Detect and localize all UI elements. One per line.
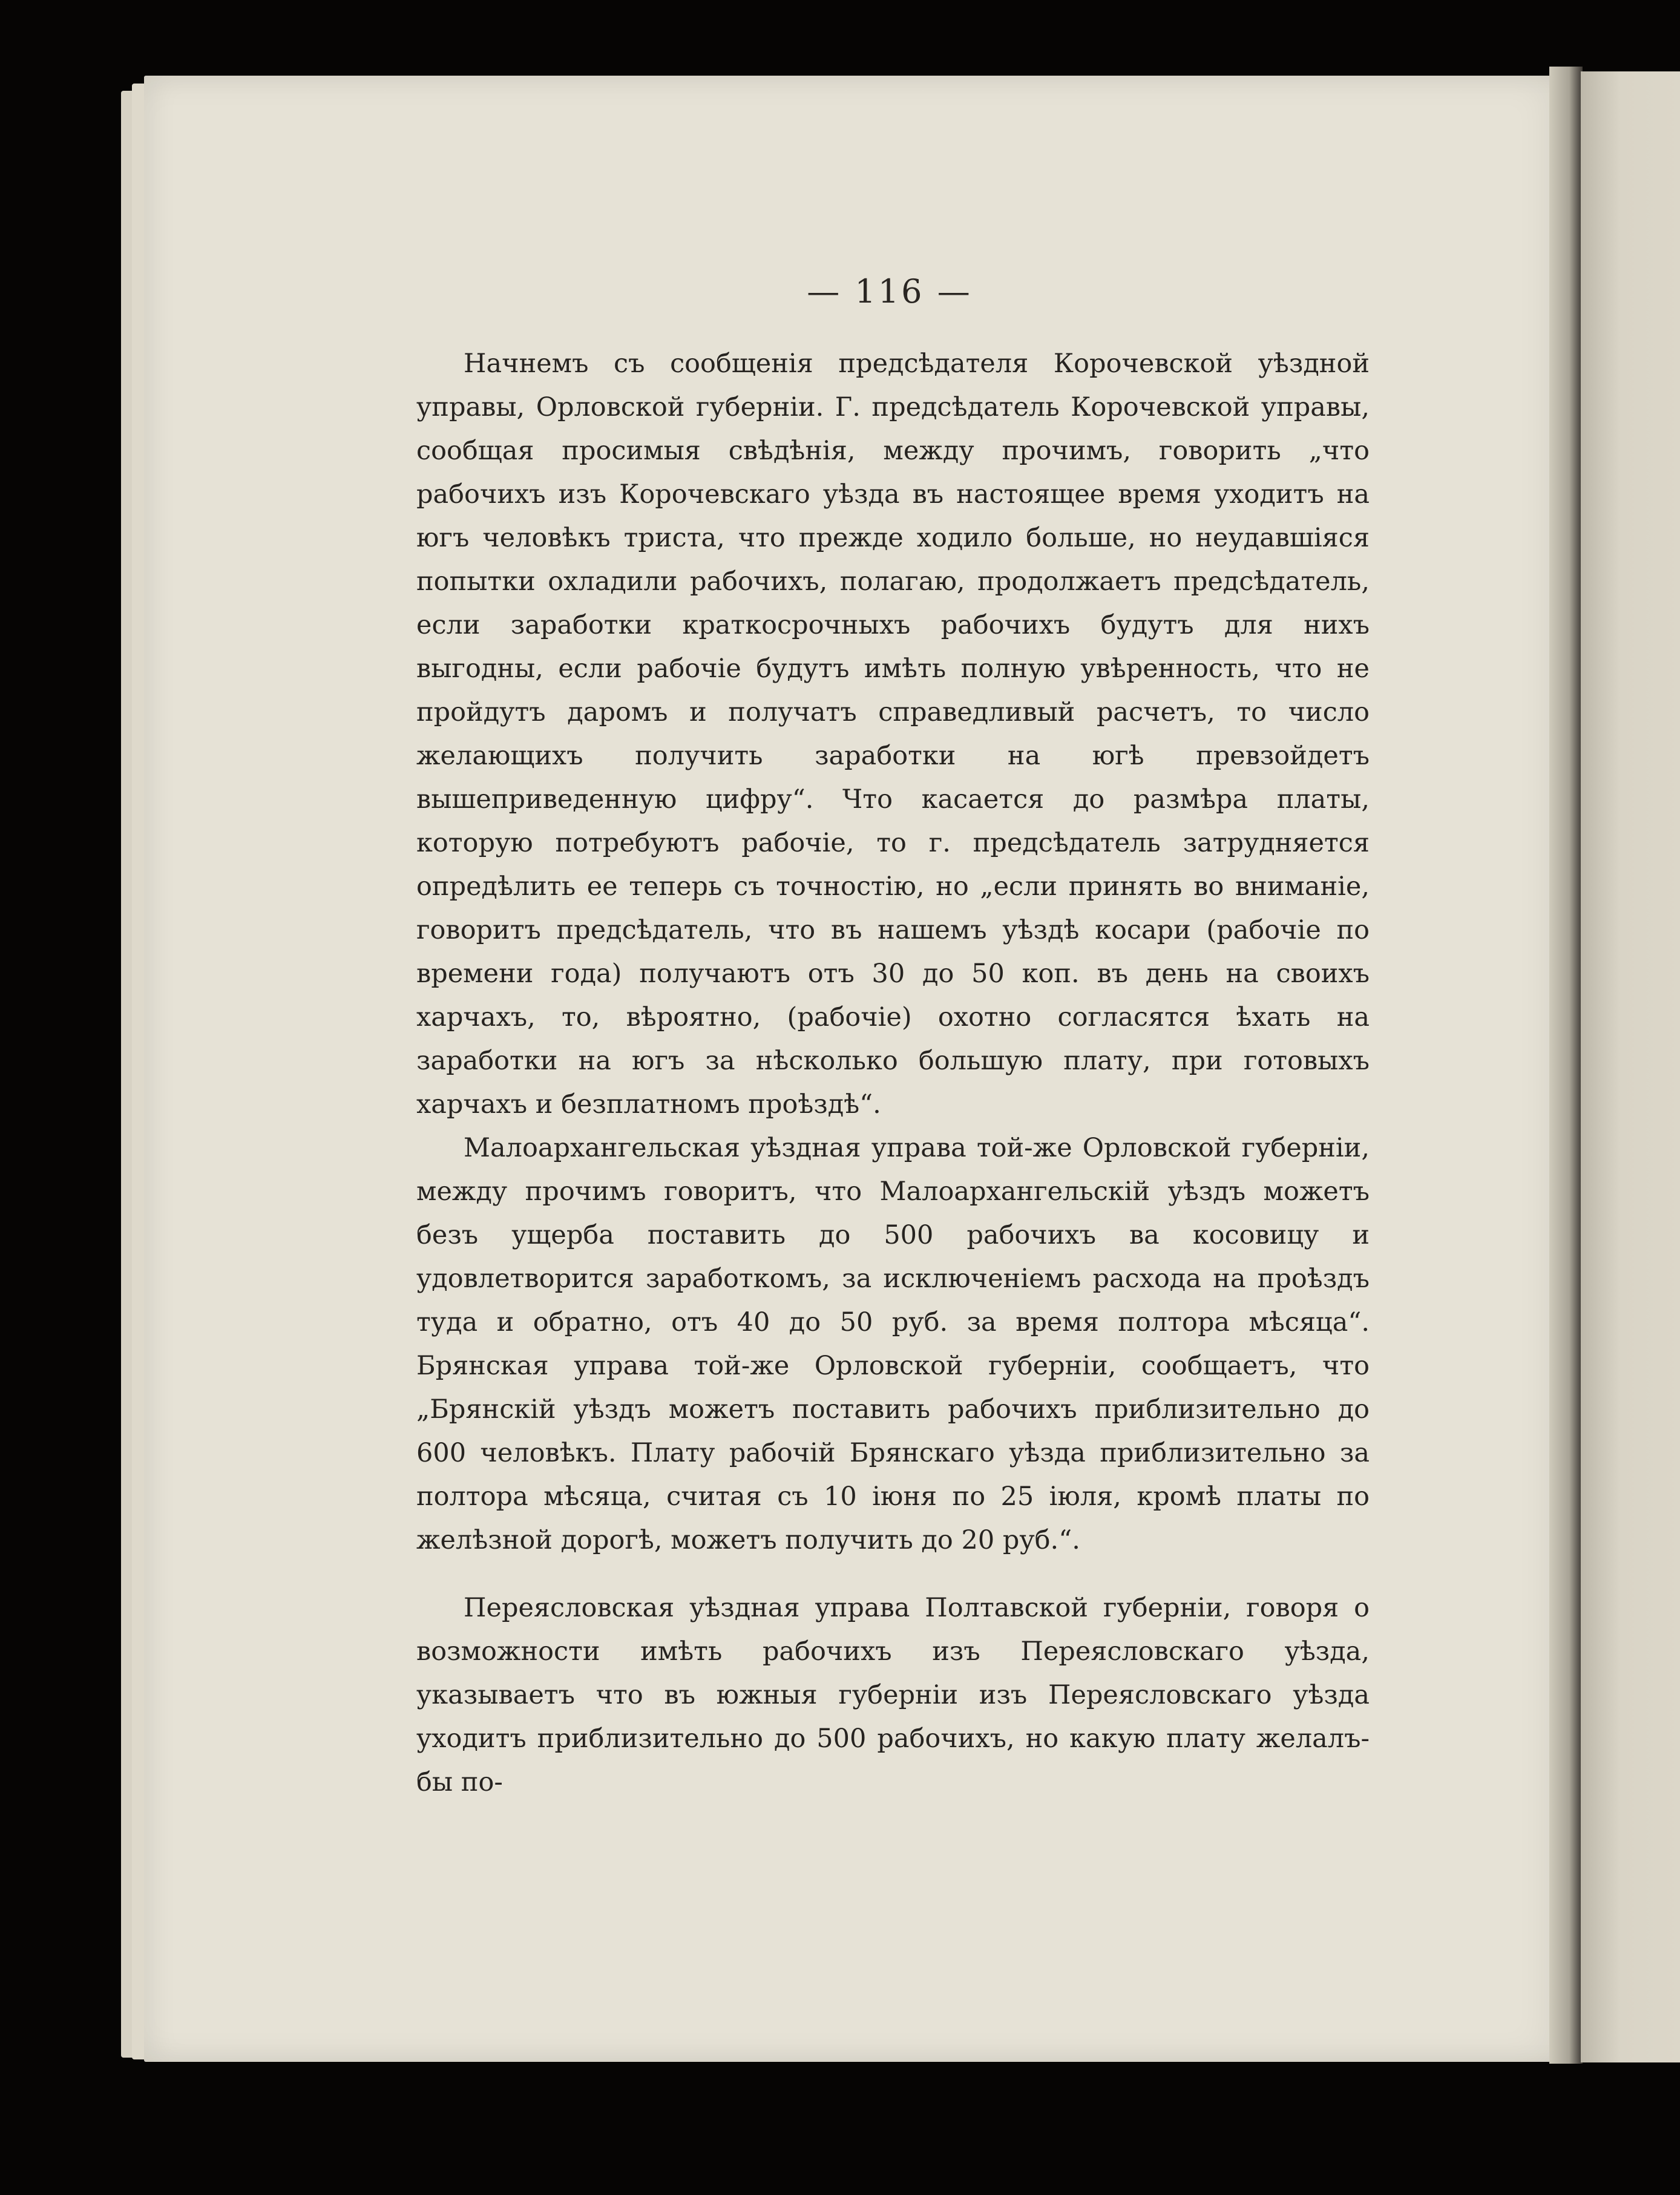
page-number: — 116 —: [807, 272, 973, 310]
book-gutter: [1549, 67, 1583, 2064]
paragraph: Начнемъ съ сообщенія предсѣдателя Корочевской уѣздной управы, Орловской губерніи. Г. предсѣдатель Корочевской управы, сообщая просимыя свѣдѣнія, между прочимъ, говорить „что рабочихъ изъ Корочевскаго уѣзда въ настоящее время уходитъ на югъ человѣкъ триста, что прежде ходило больше, но неудавшіяся попытки охладили рабочихъ, полагаю, продолжаетъ предсѣдатель, если заработки краткосрочныхъ рабочихъ будутъ для нихъ выгодны, если рабочіе будутъ имѣть полную увѣренность, что не пройдутъ даромъ и получатъ справедливый расчетъ, то число желающихъ получить заработки на югѣ превзойдетъ вышеприведенную цифру“. Что касается до размѣра платы, которую потребуютъ рабочіе, то г. предсѣдатель затрудняется опредѣлить ее теперь съ точностію, но „если принять во вниманіе, говоритъ предсѣдатель, что въ нашемъ уѣздѣ косари (рабочіе по времени года) получаютъ отъ 30 до 50 коп. въ день на своихъ харчахъ, то, вѣроятно, (рабочіе) охотно согласятся ѣхать на заработки на югъ за нѣсколько большую плату, при готовыхъ харчахъ и безплатномъ проѣздѣ“.: [416, 349, 1370, 1120]
body-text: [416, 342, 1370, 1804]
paragraph: Переясловская уѣздная управа Полтавской губерніи, говоря о возможности имѣть рабочихъ изъ Переясловскаго уѣзда, указываетъ что въ южныя губерніи изъ Переясловскаго уѣзда уходитъ приблизительно до 500 рабочихъ, но какую плату желалъ-бы по-: [416, 1593, 1370, 1797]
adjacent-page-edge: [1581, 71, 1680, 2062]
paragraph: Малоархангельская уѣздная управа той-же Орловской губерніи, между прочимъ говоритъ, что Малоархангельскій уѣздъ можетъ безъ ущерба поставить до 500 рабочихъ ва косовицу и удовлетворится заработкомъ, за исключеніемъ расхода на проѣздъ туда и обратно, отъ 40 до 50 руб. за время полтора мѣсяца“. Брянская управа той-же Орловской губерніи, сообщаетъ, что „Брянскій уѣздъ можетъ поставить рабочихъ приблизительно до 600 человѣкъ. Плату рабочій Брянскаго уѣзда приблизительно за полтора мѣсяца, считая съ 10 іюня по 25 іюля, кромѣ платы по желѣзной дорогѣ, можетъ получить до 20 руб.“.: [416, 1133, 1370, 1555]
